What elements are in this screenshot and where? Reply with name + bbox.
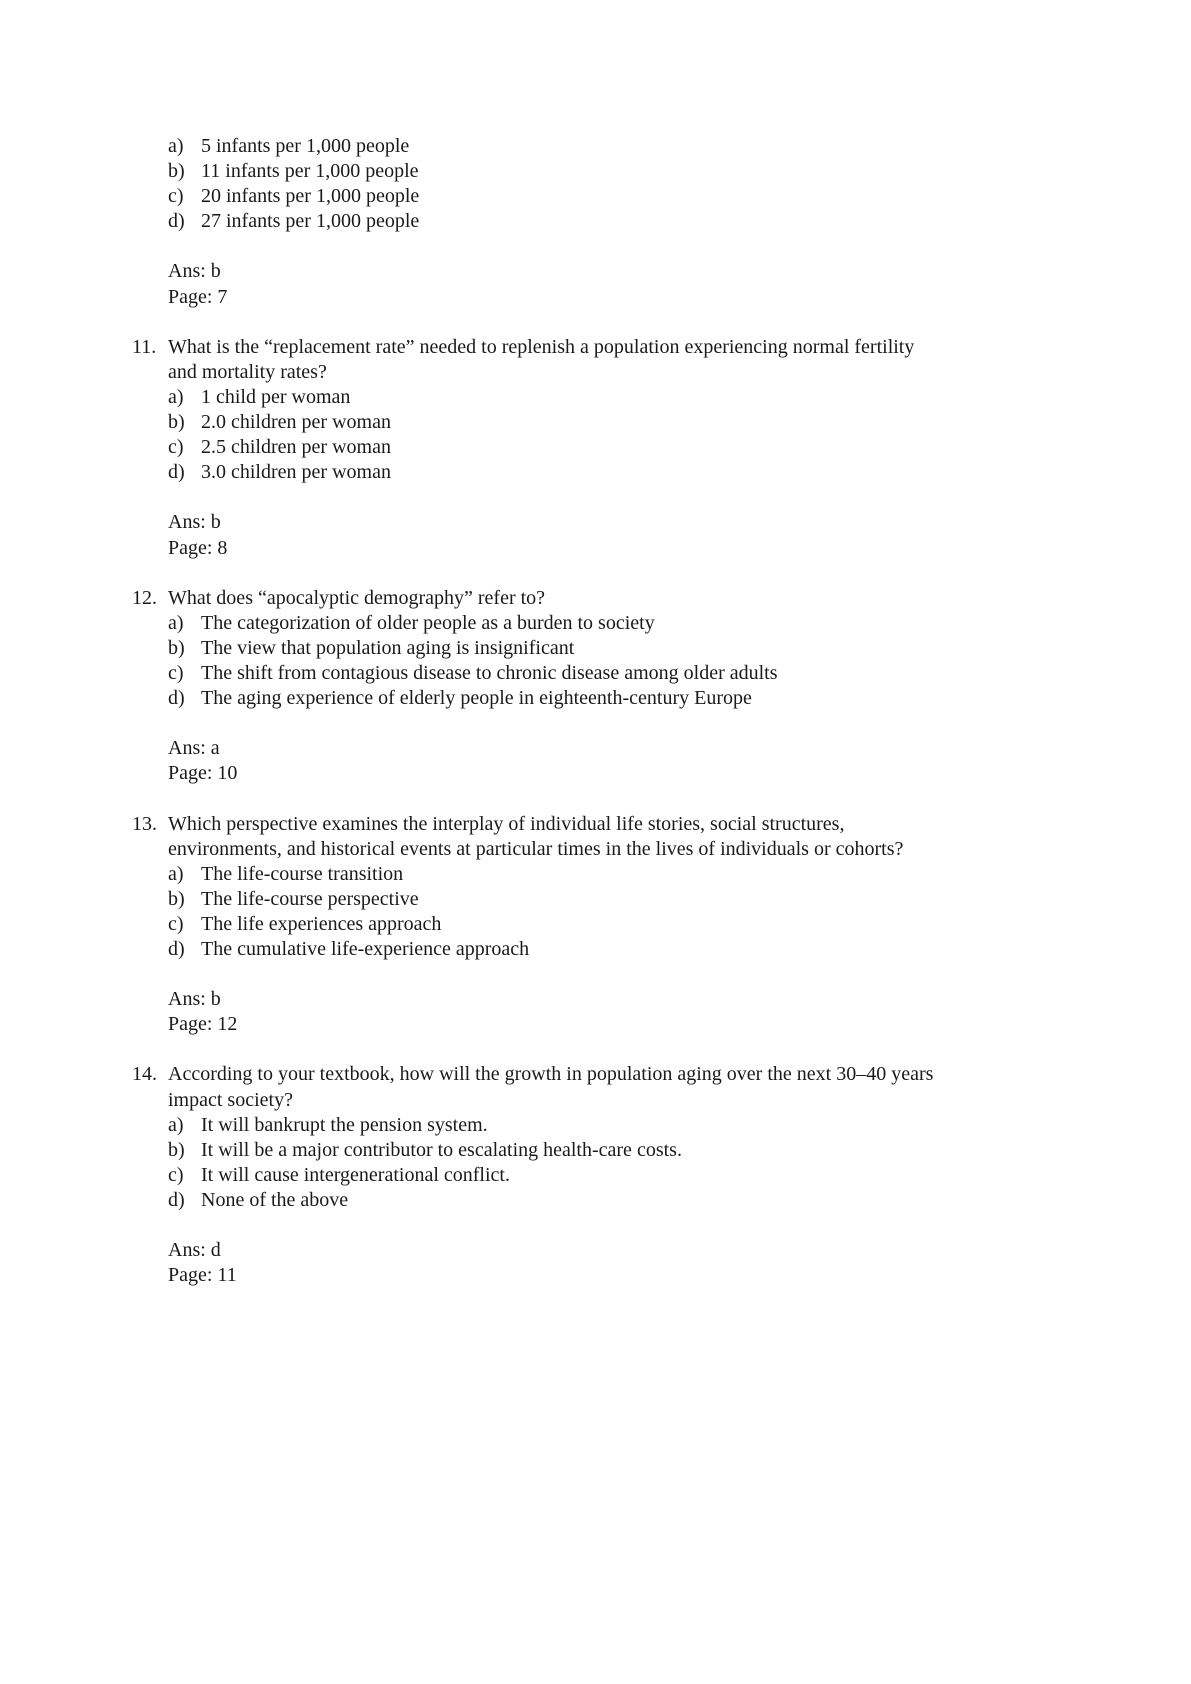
option-text: The cumulative life-experience approach: [201, 938, 530, 960]
question-block: [132, 134, 1032, 310]
answer-option: [132, 435, 1032, 460]
option-text: 27 infants per 1,000 people: [201, 210, 420, 233]
question-stem-line: [132, 837, 1032, 862]
option-letter: c): [168, 185, 184, 208]
answer-option: [132, 385, 1032, 410]
option-text: 1 child per woman: [201, 385, 351, 408]
question-block: [132, 586, 1032, 787]
question-block: [132, 335, 1032, 561]
answer-option: [132, 636, 1032, 661]
question-stem-line: [132, 1088, 1032, 1113]
question-number: 12.: [132, 586, 157, 609]
answer-option: [132, 1138, 1032, 1163]
spacer: [132, 234, 1032, 259]
answer-option: [132, 159, 1032, 184]
question-block: [132, 812, 1032, 1038]
option-text: 20 infants per 1,000 people: [201, 185, 420, 208]
answer-option: [132, 209, 1032, 234]
option-text: 3.0 children per woman: [201, 461, 391, 484]
option-text: The life-course transition: [201, 862, 404, 885]
option-letter: a): [168, 862, 184, 885]
option-text: None of the above: [201, 1188, 349, 1211]
answer-option: [132, 1113, 1032, 1138]
option-letter: a): [168, 135, 184, 157]
option-letter: c): [168, 1163, 184, 1186]
option-letter: d): [168, 938, 185, 960]
question-stem-line: [132, 335, 1032, 360]
option-text: The aging experience of elderly people in eighteenth-century Europe: [201, 687, 752, 710]
question-stem-line: [132, 586, 1032, 611]
answer-option: [132, 937, 1032, 962]
spacer: [132, 485, 1032, 510]
option-text: It will be a major contributor to escalating health-care costs.: [201, 1138, 682, 1161]
question-number: 14.: [132, 1063, 157, 1086]
option-letter: c): [168, 436, 184, 459]
answer-key: Ans: a: [168, 737, 220, 760]
spacer: [132, 1213, 1032, 1238]
option-letter: a): [168, 611, 184, 634]
answer-key: Ans: d: [168, 1239, 221, 1262]
answer-option: [132, 410, 1032, 435]
option-letter: c): [168, 661, 184, 684]
option-letter: a): [168, 385, 184, 408]
answer-option: [132, 460, 1032, 485]
answer-option: [132, 184, 1032, 209]
question-stem-text: What is the “replacement rate” needed to replenish a population experiencing normal fertility: [168, 335, 915, 358]
question-stem-text: Which perspective examines the interplay of individual life stories, social structures,: [168, 812, 845, 835]
option-text: 2.0 children per woman: [201, 411, 391, 434]
answer-option: [132, 1163, 1032, 1188]
answer-option: [132, 887, 1032, 912]
option-letter: b): [168, 636, 185, 659]
option-text: The life-course perspective: [201, 887, 419, 910]
answer-option: [132, 912, 1032, 937]
question-stem-text: and mortality rates?: [168, 360, 327, 383]
page-reference: Page: 10: [168, 762, 238, 785]
option-text: The life experiences approach: [201, 912, 442, 935]
answer-option: [132, 686, 1032, 711]
spacer: [132, 962, 1032, 987]
option-text: 11 infants per 1,000 people: [201, 160, 419, 183]
option-letter: c): [168, 912, 184, 935]
question-stem-text: impact society?: [168, 1088, 293, 1111]
page-reference: Page: 7: [168, 285, 228, 308]
option-letter: d): [168, 1188, 185, 1211]
question-document: [132, 134, 1032, 1313]
option-letter: d): [168, 687, 185, 710]
option-text: The shift from contagious disease to chronic disease among older adults: [201, 661, 778, 684]
page-reference: Page: 12: [168, 1013, 238, 1036]
option-letter: b): [168, 160, 185, 183]
option-text: The categorization of older people as a burden to society: [201, 611, 655, 634]
option-letter: a): [168, 1113, 184, 1136]
option-text: 2.5 children per woman: [201, 436, 391, 459]
question-block: [132, 1062, 1032, 1288]
answer-option: [132, 1188, 1032, 1213]
question-stem-text: According to your textbook, how will the growth in population aging over the next 30–40 years: [168, 1063, 934, 1086]
answer-key: Ans: b: [168, 260, 221, 283]
answer-key: Ans: b: [168, 511, 221, 534]
answer-option: [132, 134, 1032, 159]
question-stem-line: [132, 360, 1032, 385]
answer-option: [132, 862, 1032, 887]
question-number: 13.: [132, 812, 157, 835]
answer-key: Ans: b: [168, 988, 221, 1011]
question-stem-text: What does “apocalyptic demography” refer to?: [168, 586, 546, 609]
answer-option: [132, 661, 1032, 686]
spacer: [132, 711, 1032, 736]
answer-option: [132, 611, 1032, 636]
option-text: The view that population aging is insignificant: [201, 636, 575, 659]
option-letter: b): [168, 411, 185, 434]
option-text: 5 infants per 1,000 people: [201, 135, 410, 157]
question-stem-line: [132, 812, 1032, 837]
question-stem-line: [132, 1062, 1032, 1087]
option-letter: b): [168, 1138, 185, 1161]
option-text: It will cause intergenerational conflict.: [201, 1163, 510, 1186]
option-letter: b): [168, 887, 185, 910]
option-letter: d): [168, 210, 185, 233]
page-reference: Page: 8: [168, 536, 228, 559]
question-number: 11.: [132, 335, 157, 358]
option-letter: d): [168, 461, 185, 484]
page-reference: Page: 11: [168, 1264, 237, 1287]
question-stem-text: environments, and historical events at particular times in the lives of individuals or cohorts?: [168, 837, 904, 860]
option-text: It will bankrupt the pension system.: [201, 1113, 488, 1136]
